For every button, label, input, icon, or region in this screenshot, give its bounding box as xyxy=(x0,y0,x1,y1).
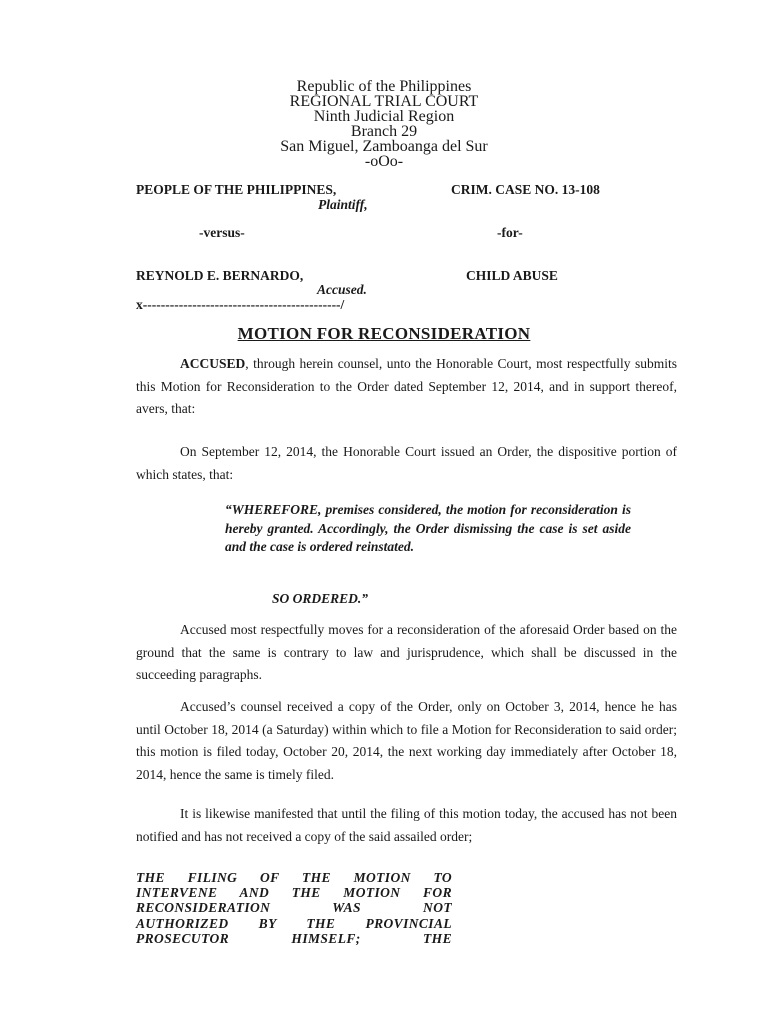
republic-line: Republic of the Philippines xyxy=(296,78,472,95)
dispositive-quote: “WHEREFORE, premises considered, the motion for reconsideration is hereby granted. Accordingly, the Order dismissing the case is set aside and the case is ordered reinstated. xyxy=(225,502,631,554)
versus-label: -versus- xyxy=(199,225,245,240)
branch: Branch 29 xyxy=(350,123,418,140)
paragraph-3-text: Accused most respectfully moves for a reconsideration of the aforesaid Order based on the ground that the same is contrary to law and jurisprudence, which shall be discussed in the succeeding paragraphs. xyxy=(136,622,677,682)
paragraph-1 xyxy=(136,353,677,421)
court-name: REGIONAL TRIAL COURT xyxy=(289,93,479,110)
paragraph-2 xyxy=(136,441,677,486)
paragraph-4-text: Accused’s counsel received a copy of the Order, only on October 3, 2014, hence he has until October 18, 2014 (a Saturday) within which to file a Motion for Reconsideration to said order; this motion is filed today, October 20, 2014, the next working day immediately after October 18, 2014, hence the same is timely filed. xyxy=(136,699,677,782)
section-heading-line: PROSECUTOR HIMSELF; THE xyxy=(136,930,452,946)
for-label: -for- xyxy=(497,225,523,240)
plaintiff-role: Plaintiff, xyxy=(318,197,368,212)
section-heading-line: THE FILING OF THE MOTION TO xyxy=(136,870,452,885)
offense: CHILD ABUSE xyxy=(466,268,558,283)
accused-name: REYNOLD E. BERNARDO, xyxy=(136,268,304,283)
court-location: San Miguel, Zamboanga del Sur xyxy=(280,138,488,155)
paragraph-4 xyxy=(136,696,677,786)
accused-role: Accused. xyxy=(317,282,367,297)
header-ornament: -oOo- xyxy=(364,153,404,170)
section-heading xyxy=(136,870,452,946)
motion-title: MOTION FOR RECONSIDERATION xyxy=(237,324,531,343)
paragraph-3 xyxy=(136,619,677,687)
case-number: CRIM. CASE NO. 13-108 xyxy=(451,182,600,197)
section-heading-line: INTERVENE AND THE MOTION FOR xyxy=(136,885,452,901)
paragraph-2-text: On September 12, 2014, the Honorable Court issued an Order, the dispositive portion of which states, that: xyxy=(136,444,677,482)
so-ordered: SO ORDERED.” xyxy=(272,591,369,606)
caption-divider: x--------------------------------------------/ xyxy=(136,297,345,312)
paragraph-5 xyxy=(136,803,677,848)
accused-lead: ACCUSED xyxy=(180,356,246,371)
section-heading-line: RECONSIDERATION WAS NOT xyxy=(136,900,452,916)
plaintiff-name: PEOPLE OF THE PHILIPPINES, xyxy=(136,182,337,197)
section-heading-line: AUTHORIZED BY THE PROVINCIAL xyxy=(136,915,452,931)
judicial-region: Ninth Judicial Region xyxy=(313,108,455,125)
paragraph-5-text: It is likewise manifested that until the filing of this motion today, the accused has not been notified and has not received a copy of the said assailed order; xyxy=(136,806,677,844)
paragraph-1-text: , through herein counsel, unto the Honorable Court, most respectfully submits this Motion for Reconsideration to the Order dated September 12, 2014, and in support thereof, avers, that: xyxy=(136,356,677,416)
